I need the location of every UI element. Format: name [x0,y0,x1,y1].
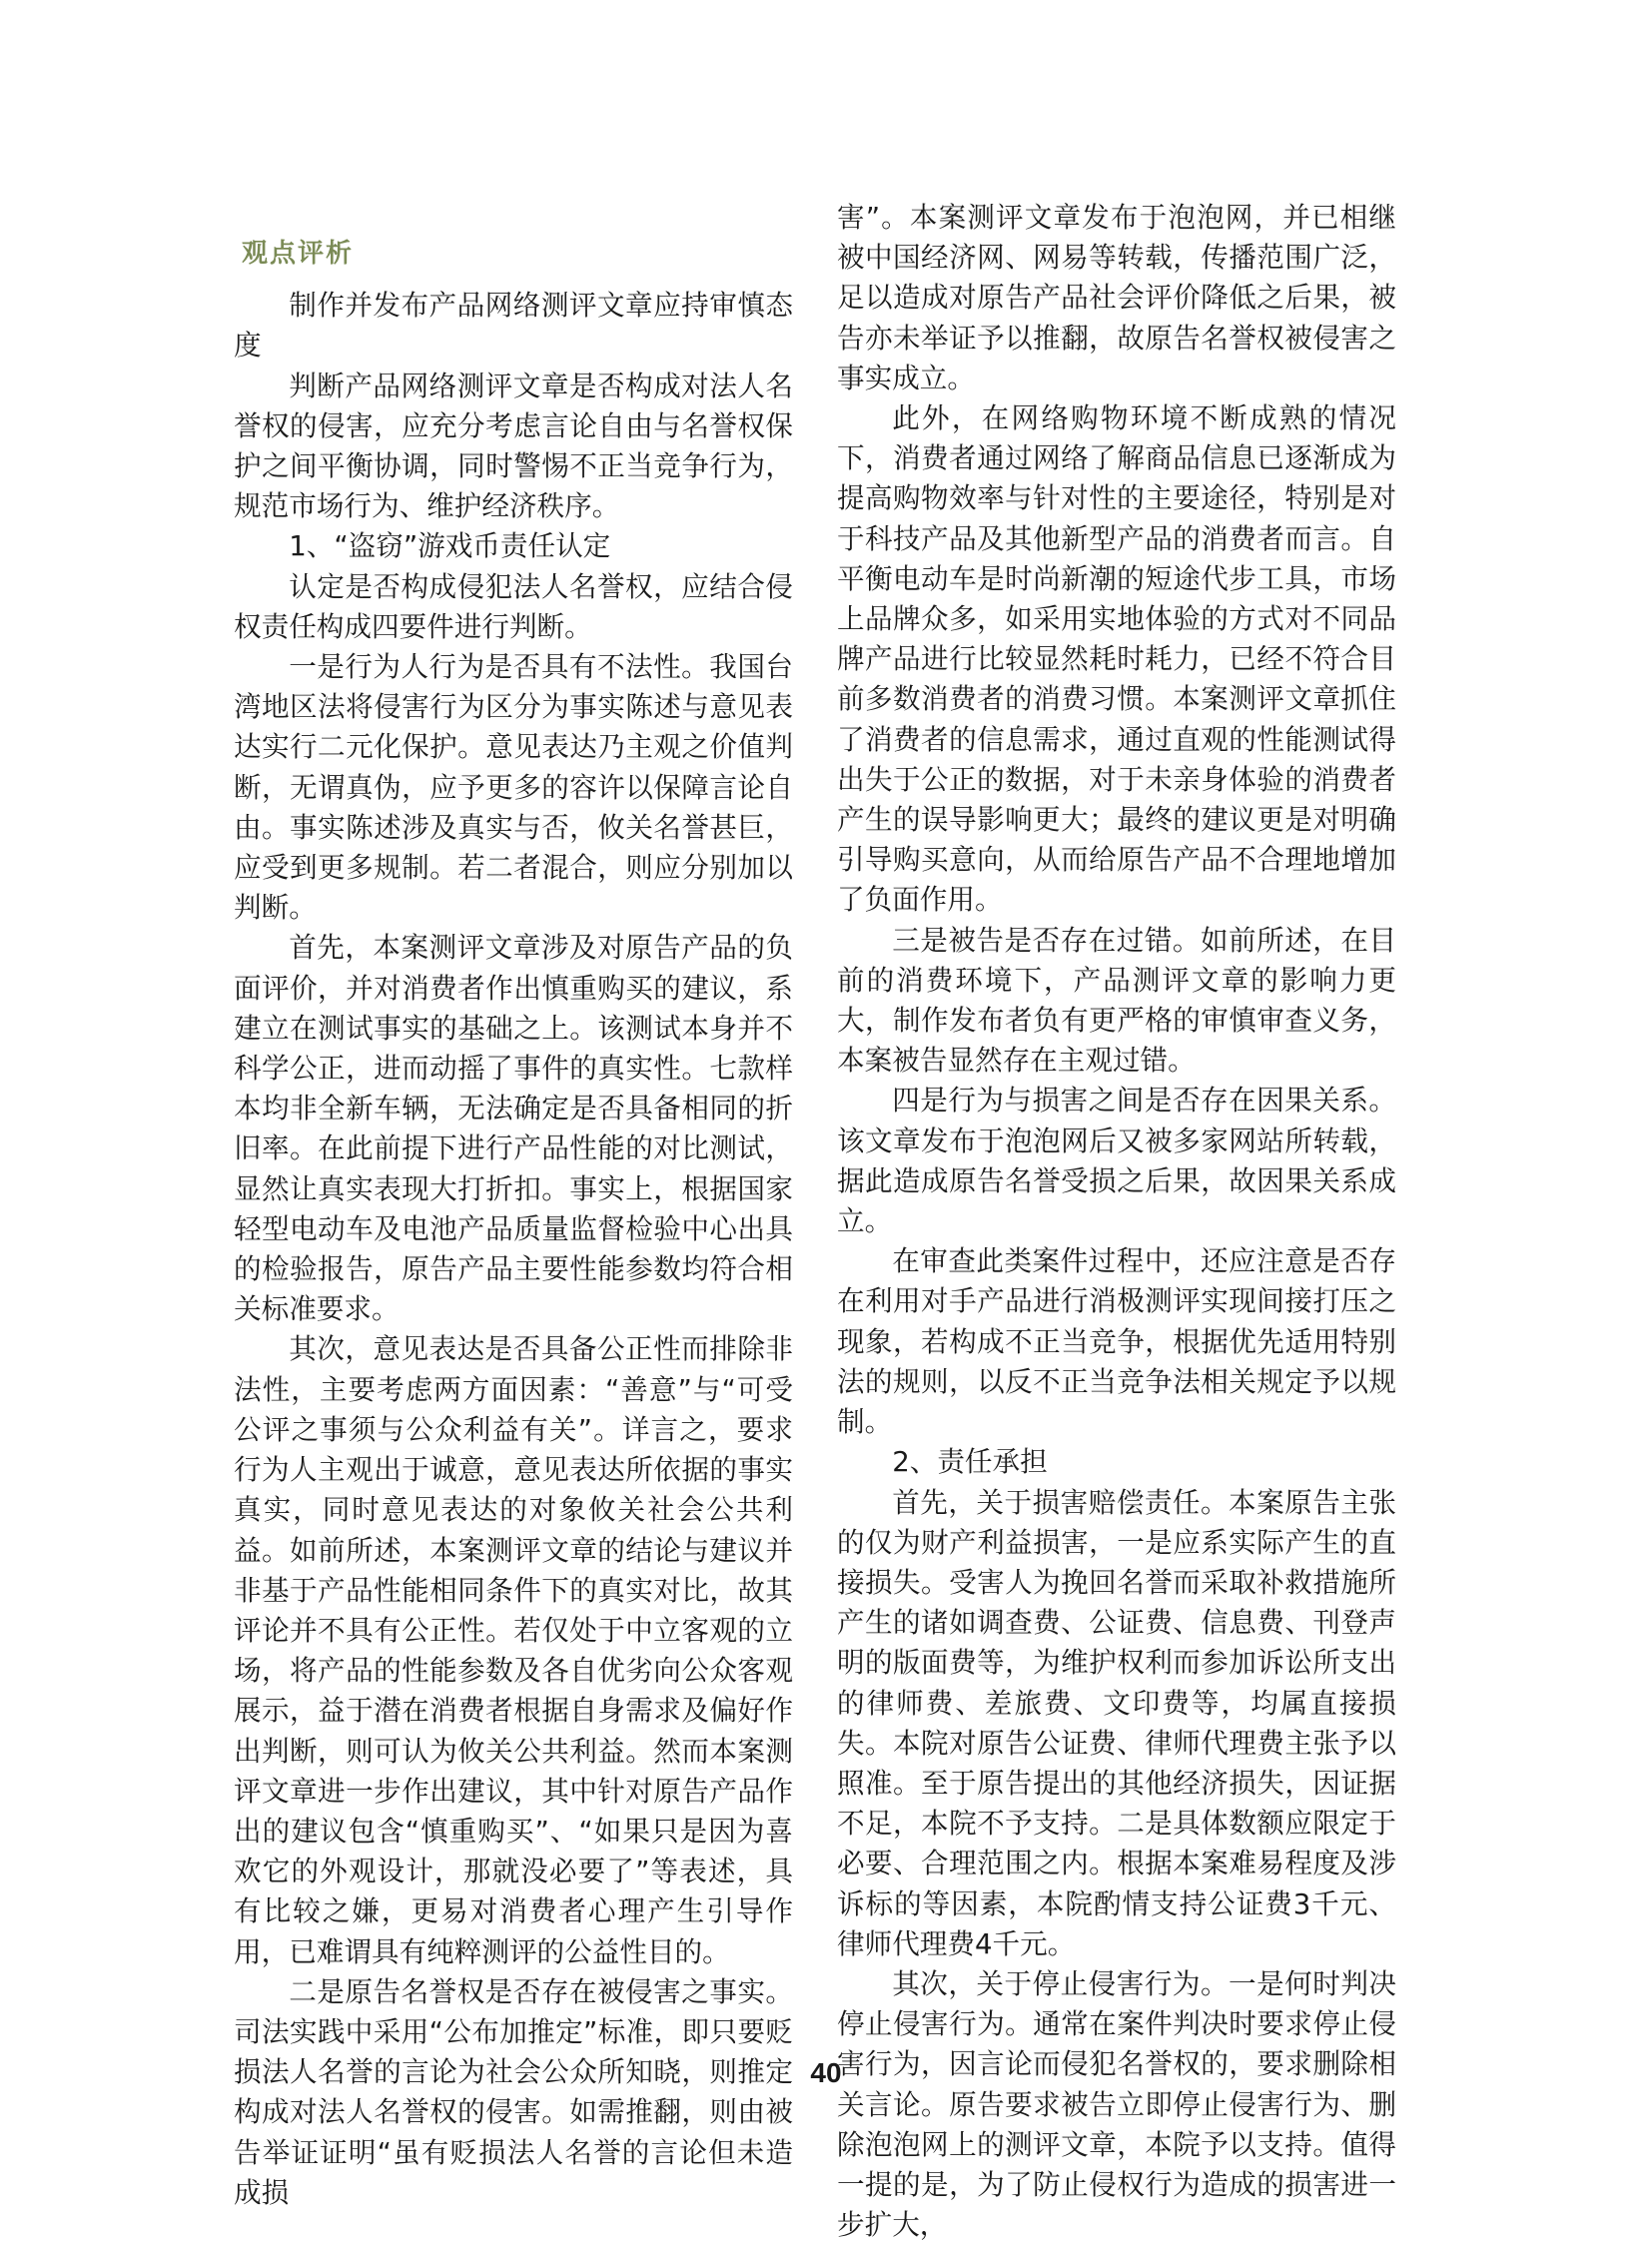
paragraph: 其次，关于停止侵害行为。一是何时判决停止侵害行为。通常在案件判决时要求停止侵害行为，因言论而侵犯名誉权的，要求删除相关言论。原告要求被告立即停止侵害行为、删除泡泡网上的测评文章，本院予以支持。值得一提的是，为了防止侵权行为造成的损害进一步扩大， [837,1966,1396,2242]
paragraph: 判断产品网络测评文章是否构成对法人名誉权的侵害，应充分考虑言论自由与名誉权保护之间平衡协调，同时警惕不正当竞争行为，规范市场行为、维护经济秩序。 [234,369,793,523]
left-column [234,198,793,2213]
article-subtitle: 制作并发布产品网络测评文章应持审慎态度 [234,289,793,363]
subheading: 2、责任承担 [892,1445,1048,1479]
paragraph: 此外，在网络购物环境不断成熟的情况下，消费者通过网络了解商品信息已逐渐成为提高购物效率与针对性的主要途径，特别是对于科技产品及其他新型产品的消费者而言。自平衡电动车是时尚新潮的短途代步工具，市场上品牌众多，如采用实地体验的方式对不同品牌产品进行比较显然耗时耗力，已经不符合目前多数消费者的消费习惯。本案测评文章抓住了消费者的信息需求，通过直观的性能测试得出失于公正的数据，对于未亲身体验的消费者产生的误导影响更大；最终的建议更是对明确引导购买意向，从而给原告产品不合理地增加了负面作用。 [837,401,1396,917]
subheading: 1、“盗窃”游戏币责任认定 [289,529,611,563]
paragraph: 首先，本案测评文章涉及对原告产品的负面评价，并对消费者作出慎重购买的建议，系建立在测试事实的基础之上。该测试本身并不科学公正，进而动摇了事件的真实性。七款样本均非全新车辆，无法确定是否具备相同的折旧率。在此前提下进行产品性能的对比测试，显然让真实表现大打折扣。事实上，根据国家轻型电动车及电池产品质量监督检验中心出具的检验报告，原告产品主要性能参数均符合相关标准要求。 [234,931,793,1326]
paragraph: 其次，意见表达是否具备公正性而排除非法性，主要考虑两方面因素：“善意”与“可受公评之事须与公众利益有关”。详言之，要求行为人主观出于诚意，意见表达所依据的事实真实，同时意见表达的对象攸关社会公共利益。如前所述，本案测评文章的结论与建议并非基于产品性能相同条件下的真实对比，故其评论并不具有公正性。若仅处于中立客观的立场，将产品的性能参数及各自优劣向公众客观展示，益于潜在消费者根据自身需求及偏好作出判断，则可认为攸关公共利益。然而本案测评文章进一步作出建议，其中针对原告产品作出的建议包含“慎重购买”、“如果只是因为喜欢它的外观设计，那就没必要了”等表述，具有比较之嫌，更易对消费者心理产生引导作用，已难谓具有纯粹测评的公益性目的。 [234,1332,793,1968]
paragraph: 一是行为人行为是否具有不法性。我国台湾地区法将侵害行为区分为事实陈述与意见表达实行二元化保护。意见表达乃主观之价值判断，无谓真伪，应予更多的容许以保障言论自由。事实陈述涉及真实与否，攸关名誉甚巨，应受到更多规制。若二者混合，则应分别加以判断。 [234,650,793,925]
paragraph: 四是行为与损害之间是否存在因果关系。该文章发布于泡泡网后又被多家网站所转载，据此造成原告名誉受损之后果，故因果关系成立。 [837,1084,1396,1238]
paragraph-continued: 害”。本案测评文章发布于泡泡网，并已相继被中国经济网、网易等转载，传播范围广泛，足以造成对原告产品社会评价降低之后果，被告亦未举证予以推翻，故原告名誉权被侵害之事实成立。 [837,201,1396,394]
right-column [837,198,1396,2245]
paragraph: 首先，关于损害赔偿责任。本案原告主张的仅为财产利益损害，一是应系实际产生的直接损失。受害人为挽回名誉而采取补救措施所产生的诸如调查费、公证费、信息费、刊登声明的版面费等，为维护权利而参加诉讼所支出的律师费、差旅费、文印费等，均属直接损失。本院对原告公证费、律师代理费主张予以照准。至于原告提出的其他经济损失，因证据不足，本院不予支持。二是具体数额应限定于必要、合理范围之内。根据本案难易程度及涉诉标的等因素，本院酌情支持公证费3千元、律师代理费4千元。 [837,1485,1396,1960]
section-heading: 观点评析 [242,239,355,269]
paragraph: 二是原告名誉权是否存在被侵害之事实。司法实践中采用“公布加推定”标准，即只要贬损法人名誉的言论为社会公众所知晓，则推定构成对法人名誉权的侵害。如需推翻，则由被告举证证明“虽有贬损法人名誉的言论但未造成损 [234,1974,793,2209]
page-number: 40 [810,2057,842,2088]
paragraph: 三是被告是否存在过错。如前所述，在目前的消费环境下，产品测评文章的影响力更大，制作发布者负有更严格的审慎审查义务，本案被告显然存在主观过错。 [837,923,1396,1078]
paragraph: 在审查此类案件过程中，还应注意是否存在利用对手产品进行消极测评实现间接打压之现象，若构成不正当竞争，根据优先适用特别法的规则，以反不正当竞争法相关规定予以规制。 [837,1244,1396,1439]
paragraph: 认定是否构成侵犯法人名誉权，应结合侵权责任构成四要件进行判断。 [234,569,793,643]
